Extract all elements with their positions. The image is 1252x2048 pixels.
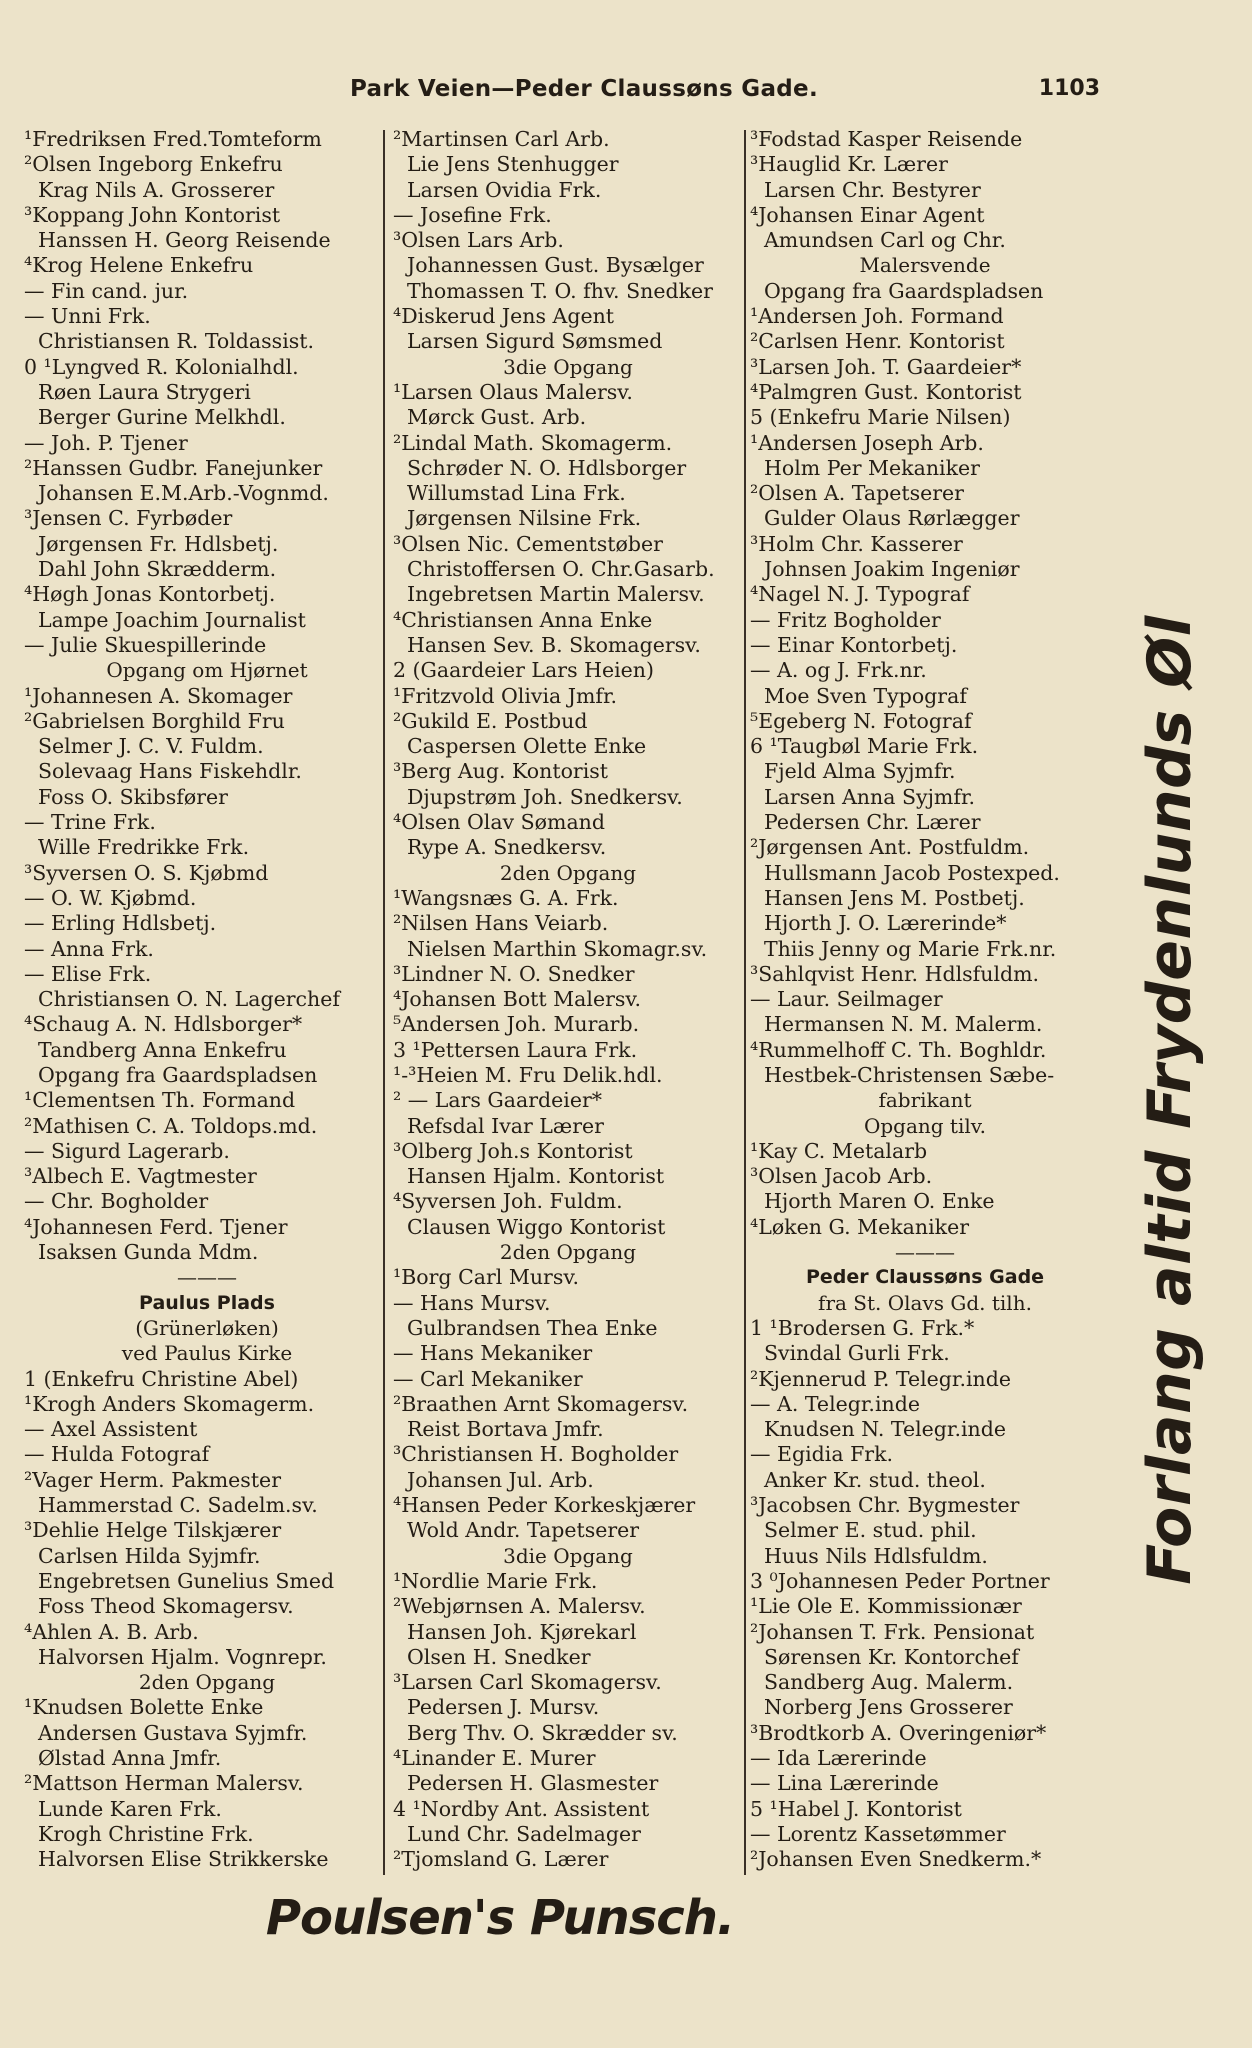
- directory-entry: — Unni Frk.: [24, 304, 151, 329]
- directory-entry: Fjeld Alma Syjmfr.: [764, 759, 956, 784]
- directory-entry: Krogh Christine Frk.: [38, 1821, 254, 1846]
- directory-column-1: [24, 127, 390, 1872]
- directory-entry: ¹Andersen Joseph Arb.: [750, 430, 984, 455]
- directory-entry: — Fritz Bogholder: [750, 607, 941, 632]
- directory-entry: ⁴Krog Helene Enkefru: [24, 253, 254, 278]
- directory-entry: Johansen Jul. Arb.: [407, 1467, 594, 1492]
- directory-entry: Hjorth J. O. Lærerinde*: [764, 911, 1007, 936]
- directory-entry: ³Larsen Joh. T. Gaardeier*: [750, 354, 1022, 379]
- directory-entry: Gulbrandsen Thea Enke: [407, 1315, 658, 1340]
- directory-entry: ¹Borg Carl Mursv.: [393, 1265, 580, 1290]
- directory-entry: ³Lindner N. O. Snedker: [393, 961, 635, 986]
- directory-entry: ³Jacobsen Chr. Bygmester: [750, 1493, 1020, 1518]
- directory-entry: Johansen E.M.Arb.-Vognmd.: [38, 481, 329, 506]
- directory-entry: (Grünerløken): [135, 1315, 279, 1340]
- directory-entry: ⁴Løken G. Mekaniker: [750, 1214, 970, 1239]
- directory-entry: ⁴Olsen Olav Sømand: [393, 810, 606, 835]
- directory-entry: Schrøder N. O. Hdlsborger: [407, 455, 687, 480]
- directory-entry: Refsdal Ivar Lærer: [407, 1113, 604, 1138]
- directory-entry: Johannessen Gust. Bysælger: [407, 253, 704, 278]
- directory-entry: ³Sahlqvist Henr. Hdlsfuldm.: [750, 961, 1040, 986]
- directory-entry: Norberg Jens Grosserer: [764, 1695, 1013, 1720]
- directory-entry: Hansen Sev. B. Skomagersv.: [407, 632, 701, 657]
- directory-entry: Carlsen Hilda Syjmfr.: [38, 1543, 261, 1568]
- directory-entry: Opgang fra Gaardspladsen: [764, 278, 1044, 303]
- directory-entry: ²Gabrielsen Borghild Fru: [24, 708, 285, 733]
- directory-entry: Lampe Joachim Journalist: [38, 607, 306, 632]
- directory-entry: ³Larsen Carl Skomagersv.: [393, 1670, 662, 1695]
- directory-entry: Hestbek-Christensen Sæbe-: [764, 1062, 1055, 1087]
- directory-entry: — Carl Mekaniker: [393, 1366, 583, 1391]
- directory-entry: ³Berg Aug. Kontorist: [393, 759, 609, 784]
- directory-entry: Lund Chr. Sadelmager: [407, 1821, 641, 1846]
- directory-entry: ²Mathisen C. A. Toldops.md.: [24, 1113, 318, 1138]
- directory-entry: Hjorth Maren O. Enke: [764, 1189, 995, 1214]
- directory-entry: ³Albech E. Vagtmester: [24, 1164, 257, 1189]
- directory-entry: Selmer J. C. V. Fuldm.: [38, 734, 264, 759]
- directory-entry: 2den Opgang: [499, 1240, 637, 1265]
- directory-entry: ⁴Syversen Joh. Fuldm.: [393, 1189, 623, 1214]
- directory-entry: 3 ¹Pettersen Laura Frk.: [393, 1037, 638, 1062]
- directory-entry: ²Jørgensen Ant. Postfuldm.: [750, 835, 1030, 860]
- directory-entry: — Joh. P. Tjener: [24, 430, 188, 455]
- directory-entry: 3die Opgang: [503, 354, 633, 379]
- directory-entry: ⁴Johansen Einar Agent: [750, 202, 985, 227]
- directory-entry: ²Carlsen Henr. Kontorist: [750, 329, 1005, 354]
- directory-entry: Christiansen R. Toldassist.: [38, 329, 315, 354]
- directory-entry: ²Johansen Even Snedkerm.*: [750, 1847, 1042, 1872]
- directory-entry: Malersvende: [859, 253, 991, 278]
- directory-entry: Hansen Jens M. Postbetj.: [764, 885, 1025, 910]
- directory-entry: Lie Jens Stenhugger: [407, 152, 619, 177]
- directory-entry: ¹Johannesen A. Skomager: [24, 683, 293, 708]
- directory-entry: — Axel Assistent: [24, 1417, 198, 1442]
- directory-entry: Sørensen Kr. Kontorchef: [764, 1644, 1019, 1669]
- directory-entry: ———: [177, 1265, 237, 1290]
- directory-entry: Knudsen N. Telegr.inde: [764, 1417, 1006, 1442]
- directory-entry: 1 (Enkefru Christine Abel): [24, 1366, 299, 1391]
- directory-entry: — Laur. Seilmager: [750, 987, 943, 1012]
- directory-entry: ³Hauglid Kr. Lærer: [750, 152, 948, 177]
- directory-entry: Caspersen Olette Enke: [407, 734, 647, 759]
- directory-entry: ²Mattson Herman Malersv.: [24, 1771, 304, 1796]
- directory-entry: ²Nilsen Hans Veiarb.: [393, 911, 609, 936]
- directory-entry: Wille Fredrikke Frk.: [38, 835, 250, 860]
- directory-entry: — Julie Skuespillerinde: [24, 632, 267, 657]
- directory-entry: ³Christiansen H. Bogholder: [393, 1442, 679, 1467]
- directory-entry: fra St. Olavs Gd. tilh.: [818, 1290, 1032, 1315]
- directory-entry: Christiansen O. N. Lagerchef: [38, 987, 340, 1012]
- directory-entry: ³Syversen O. S. Kjøbmd: [24, 860, 269, 885]
- directory-entry: — Einar Kontorbetj.: [750, 632, 958, 657]
- directory-entry: — Erling Hdlsbetj.: [24, 911, 217, 936]
- directory-entry: ³Dehlie Helge Tilskjærer: [24, 1518, 282, 1543]
- directory-entry: Thomassen T. O. fhv. Snedker: [407, 278, 713, 303]
- directory-entry: Engebretsen Gunelius Smed: [38, 1568, 335, 1593]
- directory-entry: Pedersen H. Glasmester: [407, 1771, 659, 1796]
- directory-entry: ved Paulus Kirke: [121, 1341, 293, 1366]
- directory-column-2: [393, 127, 743, 1872]
- directory-entry: Isaksen Gunda Mdm.: [38, 1240, 259, 1265]
- directory-entry: Olsen H. Snedker: [407, 1644, 591, 1669]
- directory-entry: — Trine Frk.: [24, 810, 156, 835]
- directory-entry: Paulus Plads: [139, 1291, 275, 1314]
- directory-entry: ²Vager Herm. Pakmester: [24, 1467, 281, 1492]
- advertisement-side: Forlang altid Frydenlunds Øl: [1135, 615, 1205, 1585]
- directory-entry: — Ida Lærerinde: [750, 1746, 927, 1770]
- directory-entry: Berger Gurine Melkhdl.: [38, 405, 286, 430]
- directory-entry: — A. Telegr.inde: [750, 1391, 920, 1416]
- directory-entry: ³Olsen Lars Arb.: [393, 228, 564, 253]
- directory-entry: — Sigurd Lagerarb.: [24, 1138, 230, 1163]
- directory-entry: — Hans Mursv.: [393, 1290, 551, 1315]
- directory-entry: ²Webjørnsen A. Malersv.: [393, 1594, 646, 1619]
- directory-entry: Larsen Ovidia Frk.: [407, 177, 602, 202]
- directory-entry: — Hans Mekaniker: [393, 1341, 593, 1366]
- directory-entry: ⁴Palmgren Gust. Kontorist: [750, 379, 1022, 404]
- directory-entry: Opgang tilv.: [863, 1113, 987, 1138]
- directory-entry: ²Olsen A. Tapetserer: [750, 481, 964, 506]
- directory-entry: Dahl John Skrædderm.: [38, 557, 277, 582]
- directory-entry: Johnsen Joakim Ingeniør: [764, 557, 1020, 582]
- directory-entry: Opgang fra Gaardspladsen: [38, 1062, 318, 1087]
- directory-entry: 6 ¹Taugbøl Marie Frk.: [750, 734, 979, 759]
- directory-entry: Svindal Gurli Frk.: [764, 1341, 950, 1366]
- directory-entry: Berg Thv. O. Skrædder sv.: [407, 1720, 678, 1745]
- page-title: Park Veien—Peder Claussøns Gade.: [350, 76, 818, 102]
- directory-entry: Gulder Olaus Rørlægger: [764, 506, 1020, 531]
- directory-entry: ¹Knudsen Bolette Enke: [24, 1695, 264, 1720]
- directory-entry: Selmer E. stud. phil.: [764, 1518, 977, 1543]
- directory-entry: Anker Kr. stud. theol.: [764, 1467, 986, 1492]
- directory-entry: ⁴Johannesen Ferd. Tjener: [24, 1214, 288, 1239]
- directory-entry: — Elise Frk.: [24, 961, 152, 986]
- directory-entry: Jørgensen Nilsine Frk.: [407, 506, 642, 531]
- directory-entry: Larsen Anna Syjmfr.: [764, 784, 976, 809]
- directory-entry: ⁵Andersen Joh. Murarb.: [393, 1012, 640, 1037]
- directory-entry: Foss Theod Skomagersv.: [38, 1594, 294, 1619]
- directory-entry: Mørck Gust. Arb.: [407, 405, 587, 430]
- directory-entry: ² — Lars Gaardeier*: [393, 1088, 603, 1113]
- directory-entry: Andersen Gustava Syjmfr.: [38, 1720, 308, 1745]
- directory-entry: Tandberg Anna Enkefru: [38, 1037, 287, 1062]
- directory-entry: ¹Nordlie Marie Frk.: [393, 1568, 598, 1593]
- directory-entry: 4 ¹Nordby Ant. Assistent: [393, 1796, 650, 1821]
- directory-entry: Djupstrøm Joh. Snedkersv.: [407, 784, 683, 809]
- directory-entry: 2den Opgang: [138, 1670, 276, 1695]
- directory-entry: — Lina Lærerinde: [750, 1771, 939, 1796]
- directory-entry: ³Koppang John Kontorist: [24, 202, 281, 227]
- directory-entry: Hanssen H. Georg Reisende: [38, 228, 331, 253]
- directory-entry: ⁴Linander E. Murer: [393, 1746, 596, 1770]
- directory-entry: — Chr. Bogholder: [24, 1189, 209, 1214]
- directory-entry: Hansen Hjalm. Kontorist: [407, 1164, 665, 1189]
- directory-entry: ¹Andersen Joh. Formand: [750, 304, 1004, 329]
- directory-entry: ³Holm Chr. Kasserer: [750, 531, 963, 556]
- advertisement-bottom: Poulsen's Punsch.: [265, 1890, 735, 1946]
- directory-entry: ¹-³Heien M. Fru Delik.hdl.: [393, 1062, 663, 1087]
- directory-entry: Reist Bortava Jmfr.: [407, 1417, 604, 1442]
- directory-entry: ⁴Høgh Jonas Kontorbetj.: [24, 582, 276, 607]
- directory-entry: Nielsen Marthin Skomagr.sv.: [407, 936, 708, 961]
- column-divider: [744, 130, 746, 1875]
- directory-entry: Hammerstad C. Sadelm.sv.: [38, 1493, 318, 1518]
- directory-entry: ⁴Johansen Bott Malersv.: [393, 987, 642, 1012]
- directory-entry: ³Jensen C. Fyrbøder: [24, 506, 233, 531]
- directory-entry: — Hulda Fotograf: [24, 1442, 210, 1467]
- directory-entry: — Josefine Frk.: [393, 202, 552, 227]
- directory-entry: ²Hanssen Gudbr. Fanejunker: [24, 455, 323, 480]
- directory-entry: Lunde Karen Frk.: [38, 1796, 222, 1821]
- directory-entry: — A. og J. Frk.nr.: [750, 658, 927, 683]
- directory-entry: ¹Krogh Anders Skomagerm.: [24, 1391, 315, 1416]
- directory-entry: Huus Nils Hdlsfuldm.: [764, 1543, 988, 1568]
- directory-entry: ⁴Schaug A. N. Hdlsborger*: [24, 1012, 303, 1037]
- directory-entry: ³Brodtkorb A. Overingeniør*: [750, 1720, 1047, 1745]
- directory-entry: ⁴Christiansen Anna Enke: [393, 607, 653, 632]
- directory-entry: Holm Per Mekaniker: [764, 455, 980, 480]
- directory-entry: Amundsen Carl og Chr.: [764, 228, 1006, 253]
- directory-entry: Pedersen J. Mursv.: [407, 1695, 600, 1720]
- directory-entry: ²Johansen T. Frk. Pensionat: [750, 1619, 1035, 1644]
- directory-entry: 1 ¹Brodersen G. Frk.*: [750, 1315, 975, 1340]
- directory-entry: ¹Fritzvold Olivia Jmfr.: [393, 683, 618, 708]
- directory-entry: Krag Nils A. Grosserer: [38, 177, 275, 202]
- directory-entry: Røen Laura Strygeri: [38, 379, 251, 404]
- directory-entry: Jørgensen Fr. Hdlsbetj.: [38, 531, 279, 556]
- directory-entry: ⁴Ahlen A. B. Arb.: [24, 1619, 199, 1644]
- directory-entry: Christoffersen O. Chr.Gasarb.: [407, 557, 715, 582]
- directory-entry: ²Braathen Arnt Skomagersv.: [393, 1391, 689, 1416]
- directory-entry: ²Kjennerud P. Telegr.inde: [750, 1366, 1011, 1391]
- directory-entry: — Egidia Frk.: [750, 1442, 894, 1467]
- directory-entry: ²Lindal Math. Skomagerm.: [393, 430, 673, 455]
- directory-entry: ⁵Egeberg N. Fotograf: [750, 708, 972, 733]
- directory-entry: Clausen Wiggo Kontorist: [407, 1214, 666, 1239]
- directory-entry: fabrikant: [878, 1088, 972, 1113]
- directory-entry: — O. W. Kjøbmd.: [24, 885, 197, 910]
- directory-entry: 2 (Gaardeier Lars Heien): [393, 658, 655, 683]
- directory-entry: ³Olsen Jacob Arb.: [750, 1164, 933, 1189]
- directory-entry: — Anna Frk.: [24, 936, 154, 961]
- directory-entry: Pedersen Chr. Lærer: [764, 810, 981, 835]
- directory-entry: ³Olberg Joh.s Kontorist: [393, 1138, 633, 1163]
- directory-entry: ¹Larsen Olaus Malersv.: [393, 379, 633, 404]
- directory-entry: 5 ¹Habel J. Kontorist: [750, 1796, 962, 1821]
- directory-entry: ¹Clementsen Th. Formand: [24, 1088, 296, 1113]
- directory-entry: 5 (Enkefru Marie Nilsen): [750, 405, 1011, 430]
- directory-entry: Larsen Chr. Bestyrer: [764, 177, 981, 202]
- directory-entry: ²Olsen Ingeborg Enkefru: [24, 152, 283, 177]
- directory-entry: Moe Sven Typograf: [764, 683, 967, 708]
- directory-entry: Ingebretsen Martin Malersv.: [407, 582, 705, 607]
- directory-entry: Thiis Jenny og Marie Frk.nr.: [764, 936, 1057, 961]
- directory-entry: ⁴Nagel N. J. Typograf: [750, 582, 970, 607]
- directory-entry: Halvorsen Elise Strikkerske: [38, 1847, 329, 1872]
- directory-entry: Sandberg Aug. Malerm.: [764, 1670, 1014, 1695]
- directory-entry: ———: [895, 1240, 955, 1265]
- directory-entry: Rype A. Snedkersv.: [407, 835, 607, 860]
- directory-column-3: [750, 127, 1100, 1872]
- directory-entry: ¹Wangsnæs G. A. Frk.: [393, 885, 619, 910]
- directory-entry: ⁴Diskerud Jens Agent: [393, 304, 615, 329]
- directory-entry: Peder Claussøns Gade: [805, 1266, 1045, 1289]
- directory-entry: Ølstad Anna Jmfr.: [38, 1746, 222, 1770]
- directory-entry: Larsen Sigurd Sømsmed: [407, 329, 663, 354]
- directory-entry: Hermansen N. M. Malerm.: [764, 1012, 1043, 1037]
- directory-entry: ¹Kay C. Metalarb: [750, 1138, 928, 1163]
- directory-entry: ¹Lie Ole E. Kommissionær: [750, 1594, 1022, 1619]
- directory-entry: Halvorsen Hjalm. Vognrepr.: [38, 1644, 327, 1669]
- directory-entry: Hullsmann Jacob Postexped.: [764, 860, 1060, 885]
- directory-entry: ²Martinsen Carl Arb.: [393, 127, 610, 151]
- directory-entry: Opgang om Hjørnet: [106, 658, 308, 683]
- directory-entry: 3die Opgang: [503, 1543, 633, 1568]
- directory-entry: ¹Fredriksen Fred.Tomteform: [24, 127, 322, 151]
- directory-entry: — Lorentz Kassetømmer: [750, 1821, 1006, 1846]
- directory-entry: 3 ⁰Johannesen Peder Portner: [750, 1568, 1050, 1593]
- directory-entry: Foss O. Skibsfører: [38, 784, 228, 809]
- directory-entry: Hansen Joh. Kjørekarl: [407, 1619, 637, 1644]
- directory-entry: 2den Opgang: [499, 860, 637, 885]
- directory-entry: ³Olsen Nic. Cementstøber: [393, 531, 663, 556]
- directory-entry: ⁴Hansen Peder Korkeskjærer: [393, 1493, 696, 1518]
- directory-entry: ²Tjomsland G. Lærer: [393, 1847, 609, 1872]
- page-number: 1103: [1038, 76, 1100, 101]
- directory-entry: ³Fodstad Kasper Reisende: [750, 127, 1023, 151]
- directory-entry: Willumstad Lina Frk.: [407, 481, 626, 506]
- directory-entry: 0 ¹Lyngved R. Kolonialhdl.: [24, 354, 299, 379]
- directory-entry: Wold Andr. Tapetserer: [407, 1518, 640, 1543]
- directory-entry: ⁴Rummelhoff C. Th. Boghldr.: [750, 1037, 1047, 1062]
- directory-entry: ²Gukild E. Postbud: [393, 708, 588, 733]
- directory-entry: Solevaag Hans Fiskehdlr.: [38, 759, 302, 784]
- directory-entry: — Fin cand. jur.: [24, 278, 189, 303]
